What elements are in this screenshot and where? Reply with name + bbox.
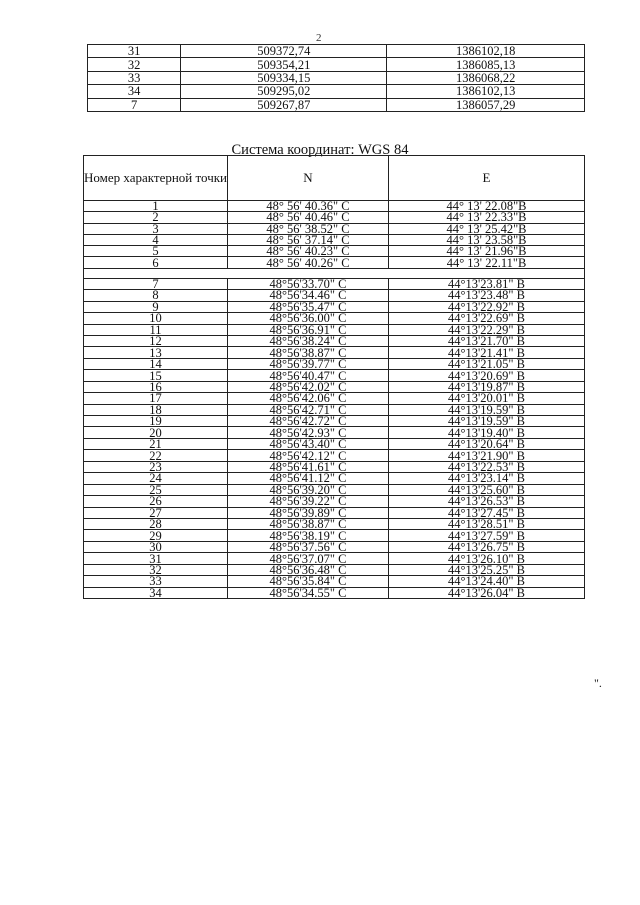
coordinate-system-caption: Система координат: WGS 84	[231, 142, 409, 158]
coordinate-e-cell: 44°13'20.69" В	[388, 370, 584, 381]
coordinate-x-cell: 509354,21	[181, 58, 387, 71]
coordinate-x-cell: 509334,15	[181, 71, 387, 84]
coordinate-n-cell: 48° 56' 37.14" С	[228, 234, 389, 245]
coordinate-e-cell: 44° 13' 22.08"В	[388, 201, 584, 212]
point-number-cell: 14	[84, 358, 228, 369]
coordinate-n-cell: 48°56'35.84" С	[228, 576, 389, 587]
coordinate-e-cell: 44°13'19.87" В	[388, 381, 584, 392]
coordinate-e-cell: 44°13'24.40" В	[388, 576, 584, 587]
point-number-cell: 4	[84, 234, 228, 245]
point-number-cell: 17	[84, 393, 228, 404]
coordinate-n-cell: 48°56'35.47" С	[228, 301, 389, 312]
point-number-cell: 16	[84, 381, 228, 392]
point-number-cell: 26	[84, 496, 228, 507]
point-number-cell: 12	[84, 335, 228, 346]
coordinate-e-cell: 44°13'25.60" В	[388, 484, 584, 495]
coordinate-y-cell: 1386085,13	[387, 58, 585, 71]
point-number-cell: 32	[88, 58, 181, 71]
coordinate-e-cell: 44°13'28.51" В	[388, 518, 584, 529]
point-number-cell: 1	[84, 201, 228, 212]
point-number-cell: 27	[84, 507, 228, 518]
coordinates-continued-table	[87, 44, 585, 112]
point-number-cell: 32	[84, 564, 228, 575]
table-row	[88, 58, 585, 71]
coordinate-e-cell: 44° 13' 23.58"В	[388, 234, 584, 245]
point-number-cell: 18	[84, 404, 228, 415]
coordinate-n-cell: 48°56'39.89" С	[228, 507, 389, 518]
coordinate-n-cell: 48° 56' 40.23" С	[228, 246, 389, 257]
point-number-cell: 15	[84, 370, 228, 381]
coordinate-n-cell: 48°56'42.12" С	[228, 450, 389, 461]
coordinate-n-cell: 48°56'42.02" С	[228, 381, 389, 392]
point-number-cell: 11	[84, 324, 228, 335]
coordinate-e-cell: 44°13'26.10" В	[388, 553, 584, 564]
coordinate-e-cell: 44°13'22.53" В	[388, 461, 584, 472]
coordinate-n-cell: 48°56'36.48" С	[228, 564, 389, 575]
coordinate-n-cell: 48° 56' 38.52" С	[228, 223, 389, 234]
point-number-cell: 7	[84, 278, 228, 289]
point-number-cell: 33	[84, 576, 228, 587]
point-number-cell: 29	[84, 530, 228, 541]
coordinate-y-cell: 1386057,29	[387, 98, 585, 111]
coordinate-e-cell: 44°13'22.92" В	[388, 301, 584, 312]
coordinate-n-cell: 48°56'38.19" С	[228, 530, 389, 541]
table-row	[88, 98, 585, 111]
coordinate-n-cell: 48°56'39.77" С	[228, 358, 389, 369]
coordinate-e-cell: 44°13'21.05" В	[388, 358, 584, 369]
table-row	[84, 587, 585, 598]
coordinate-e-cell: 44°13'19.59" В	[388, 404, 584, 415]
point-number-cell: 5	[84, 246, 228, 257]
coordinate-e-cell: 44°13'21.41" В	[388, 347, 584, 358]
table-row	[88, 85, 585, 98]
coordinate-x-cell: 509267,87	[181, 98, 387, 111]
point-number-cell: 6	[84, 257, 228, 268]
coordinate-n-cell: 48°56'34.46" С	[228, 290, 389, 301]
point-number-cell: 31	[88, 45, 181, 58]
table-row	[88, 45, 585, 58]
point-number-cell: 30	[84, 541, 228, 552]
coordinate-e-cell: 44°13'19.59" В	[388, 416, 584, 427]
coordinate-e-cell: 44°13'22.69" В	[388, 313, 584, 324]
coordinate-y-cell: 1386102,13	[387, 85, 585, 98]
point-number-cell: 22	[84, 450, 228, 461]
point-number-cell: 7	[88, 98, 181, 111]
point-number-cell: 34	[88, 85, 181, 98]
point-number-cell: 10	[84, 313, 228, 324]
coordinate-e-cell: 44°13'26.53" В	[388, 496, 584, 507]
point-number-cell: 31	[84, 553, 228, 564]
coordinate-e-cell: 44°13'26.04" В	[388, 587, 584, 598]
coordinate-n-cell: 48°56'42.06" С	[228, 393, 389, 404]
point-number-cell: 33	[88, 71, 181, 84]
point-number-cell: 8	[84, 290, 228, 301]
coordinate-n-cell: 48°56'39.22" С	[228, 496, 389, 507]
coordinate-n-cell: 48° 56' 40.46" С	[228, 212, 389, 223]
point-number-cell: 23	[84, 461, 228, 472]
coordinate-n-cell: 48°56'38.24" С	[228, 335, 389, 346]
wgs84-coordinates-table	[83, 155, 585, 599]
coordinate-e-cell: 44°13'26.75" В	[388, 541, 584, 552]
coordinate-y-cell: 1386102,18	[387, 45, 585, 58]
coordinate-e-cell: 44°13'23.14" В	[388, 473, 584, 484]
header-longitude-e: E	[388, 156, 584, 201]
coordinate-n-cell: 48°56'36.00" С	[228, 313, 389, 324]
point-number-cell: 19	[84, 416, 228, 427]
coordinate-e-cell: 44° 13' 22.11"В	[388, 257, 584, 268]
coordinate-y-cell: 1386068,22	[387, 71, 585, 84]
point-number-cell: 25	[84, 484, 228, 495]
coordinate-n-cell: 48°56'36.91" С	[228, 324, 389, 335]
coordinate-n-cell: 48°56'41.61" С	[228, 461, 389, 472]
wgs84-header-row	[84, 156, 585, 201]
coordinate-e-cell: 44°13'21.70" В	[388, 335, 584, 346]
coordinate-e-cell: 44°13'20.64" В	[388, 438, 584, 449]
coordinate-n-cell: 48°56'42.71" С	[228, 404, 389, 415]
coordinate-x-cell: 509372,74	[181, 45, 387, 58]
coordinate-n-cell: 48°56'40.47" С	[228, 370, 389, 381]
coordinate-e-cell: 44°13'21.90" В	[388, 450, 584, 461]
point-number-cell: 20	[84, 427, 228, 438]
point-number-cell: 28	[84, 518, 228, 529]
wgs84-table-header	[84, 156, 585, 201]
point-number-cell: 9	[84, 301, 228, 312]
coordinate-e-cell: 44° 13' 21.96"В	[388, 246, 584, 257]
coordinate-n-cell: 48°56'41.12" С	[228, 473, 389, 484]
coordinate-e-cell: 44°13'27.45" В	[388, 507, 584, 518]
table-row	[84, 257, 585, 268]
header-latitude-n: N	[228, 156, 389, 201]
coordinate-n-cell: 48°56'34.55" С	[228, 587, 389, 598]
coordinate-n-cell: 48°56'38.87" С	[228, 518, 389, 529]
coordinate-e-cell: 44°13'27.59" В	[388, 530, 584, 541]
closing-quote-mark: ".	[594, 676, 602, 690]
coordinate-e-cell: 44°13'23.48" В	[388, 290, 584, 301]
point-number-cell: 2	[84, 212, 228, 223]
coordinate-n-cell: 48° 56' 40.36" С	[228, 201, 389, 212]
coordinate-e-cell: 44°13'19.40" В	[388, 427, 584, 438]
coordinate-e-cell: 44° 13' 22.33"В	[388, 212, 584, 223]
point-number-cell: 21	[84, 438, 228, 449]
coordinate-n-cell: 48°56'33.70" С	[228, 278, 389, 289]
coordinate-e-cell: 44°13'23.81" В	[388, 278, 584, 289]
coordinate-n-cell: 48°56'42.93" С	[228, 427, 389, 438]
coordinate-e-cell: 44° 13' 25.42"В	[388, 223, 584, 234]
coordinate-e-cell: 44°13'20.01" В	[388, 393, 584, 404]
point-number-cell: 13	[84, 347, 228, 358]
page-number: 2	[316, 32, 322, 44]
point-number-cell: 3	[84, 223, 228, 234]
coordinate-e-cell: 44°13'22.29" В	[388, 324, 584, 335]
header-point-number: Номер характерной точки	[84, 156, 228, 201]
coordinate-n-cell: 48°56'39.20" С	[228, 484, 389, 495]
coordinate-n-cell: 48° 56' 40.26" С	[228, 257, 389, 268]
wgs84-table-body	[84, 201, 585, 599]
coordinate-n-cell: 48°56'42.72" С	[228, 416, 389, 427]
table-row	[88, 71, 585, 84]
point-number-cell: 34	[84, 587, 228, 598]
coordinate-x-cell: 509295,02	[181, 85, 387, 98]
coordinate-n-cell: 48°56'37.07" С	[228, 553, 389, 564]
coordinate-n-cell: 48°56'37.56" С	[228, 541, 389, 552]
coordinate-e-cell: 44°13'25.25" В	[388, 564, 584, 575]
point-number-cell: 24	[84, 473, 228, 484]
coordinates-continued-table-body	[88, 45, 585, 112]
coordinate-n-cell: 48°56'43.40" С	[228, 438, 389, 449]
coordinate-n-cell: 48°56'38.87" С	[228, 347, 389, 358]
